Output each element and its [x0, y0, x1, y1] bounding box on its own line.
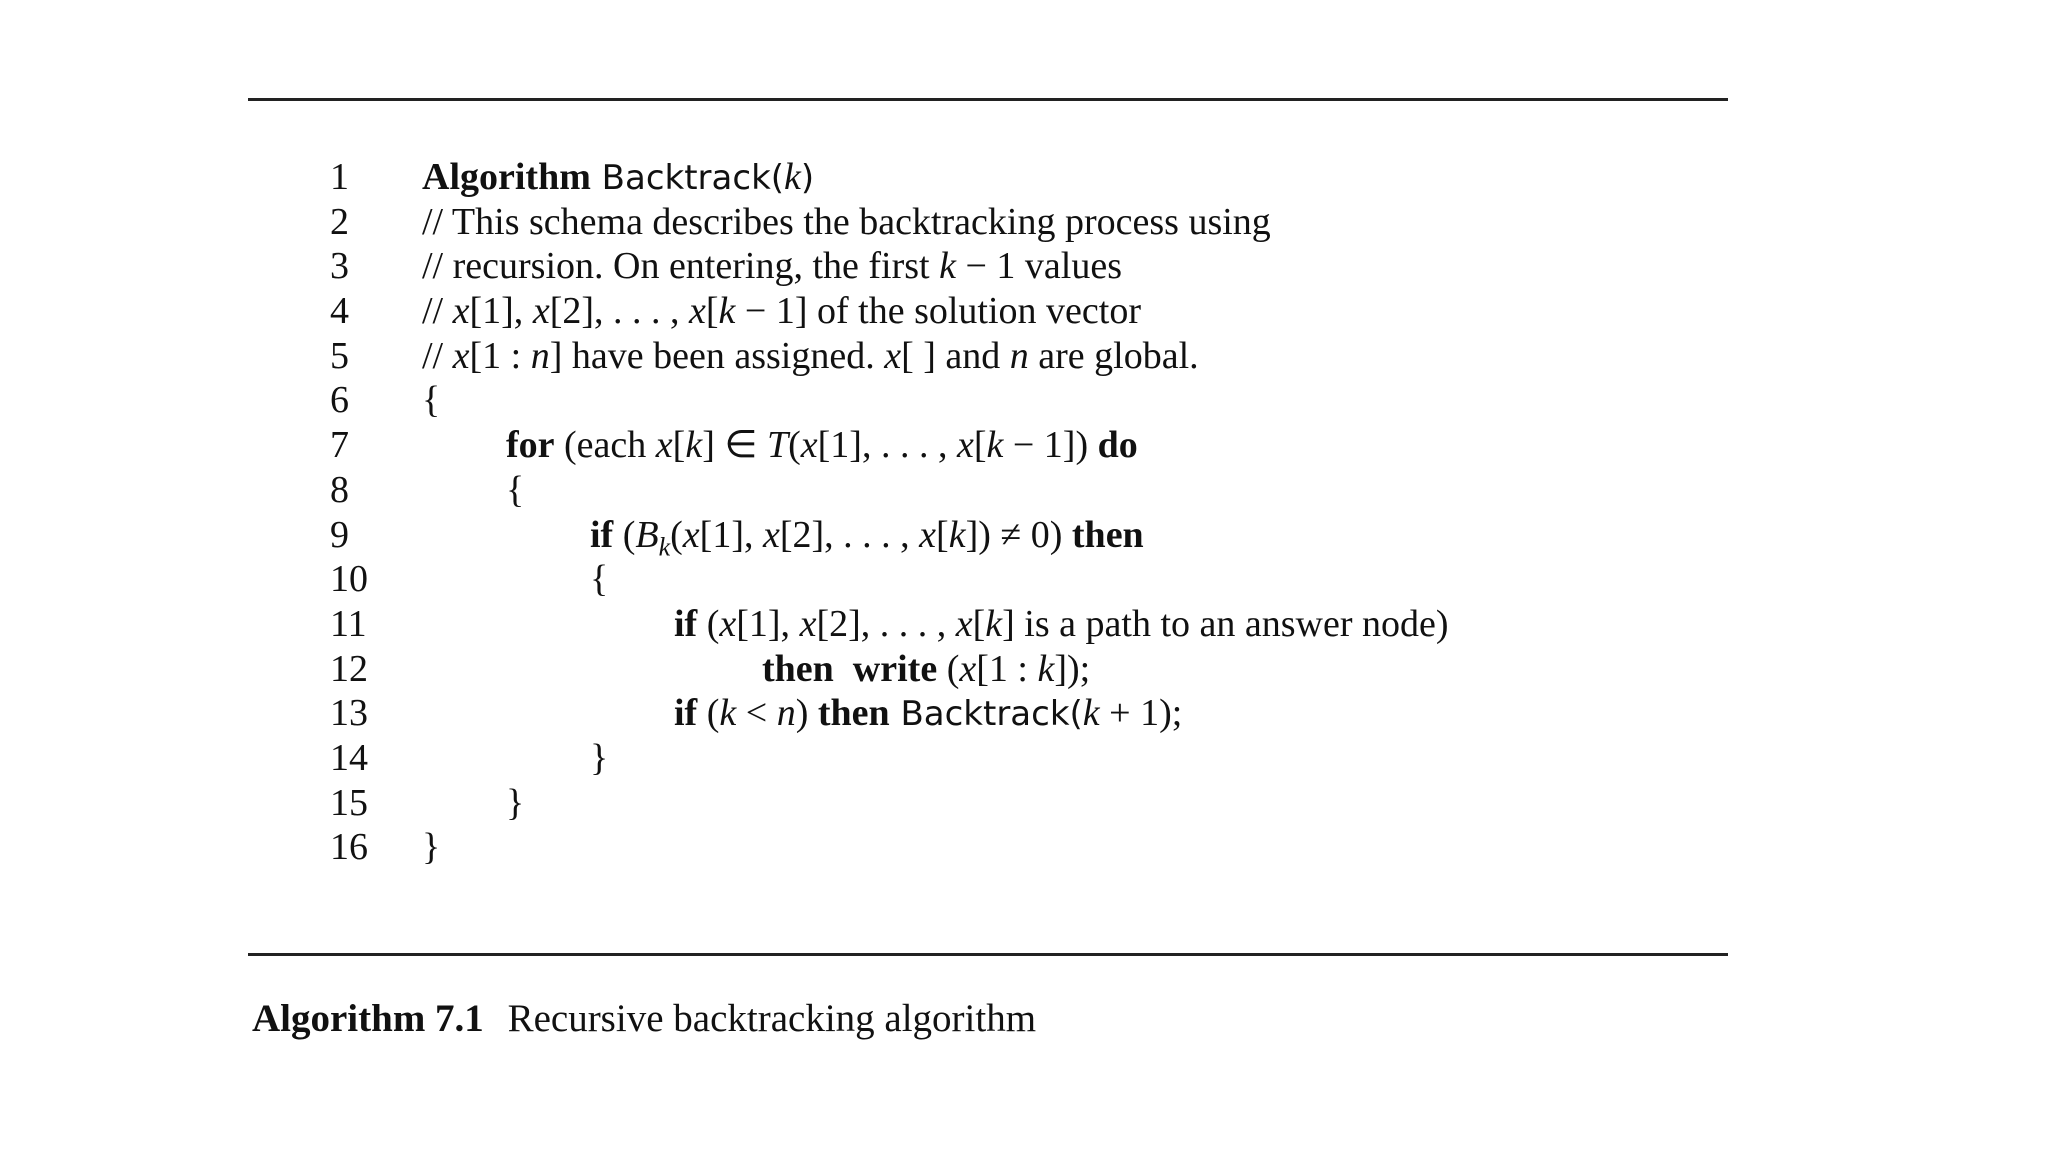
code-token: //	[422, 290, 453, 333]
algorithm-listing	[330, 155, 1750, 870]
code-line	[330, 691, 1750, 736]
code-token: (each	[554, 424, 656, 467]
code-token: k	[1037, 647, 1055, 690]
code-token: do	[1097, 424, 1138, 467]
code-token: are global.	[1028, 334, 1199, 377]
line-code	[422, 781, 524, 826]
code-token: ]);	[1054, 647, 1091, 690]
code-token: x	[689, 290, 706, 333]
code-token: ] is a path to an answer node)	[1002, 602, 1449, 645]
code-token: − 1 values	[955, 245, 1122, 288]
code-token: x	[799, 602, 817, 645]
code-token: n	[530, 334, 550, 377]
code-line	[330, 736, 1750, 781]
code-token: − 1] of the solution vector	[735, 290, 1141, 333]
code-token: x	[655, 424, 673, 467]
code-line	[330, 557, 1750, 602]
line-code	[422, 736, 608, 781]
code-token: k	[985, 602, 1003, 645]
code-token: [2], . . . ,	[549, 290, 689, 333]
line-code	[422, 691, 1182, 737]
line-number: 11	[330, 602, 367, 645]
code-token: x	[532, 290, 550, 333]
line-code	[422, 289, 1141, 334]
code-token: x	[955, 602, 973, 645]
line-code	[422, 557, 608, 602]
code-token: [1],	[469, 290, 533, 333]
line-number: 15	[330, 781, 368, 824]
line-code	[422, 468, 524, 513]
code-token: ] have been assigned.	[549, 334, 885, 377]
code-token: Algorithm	[422, 156, 591, 198]
code-token: x	[719, 602, 737, 645]
caption-text: Recursive backtracking algorithm	[507, 997, 1037, 1040]
code-token: [	[672, 424, 686, 467]
line-number: 1	[330, 156, 349, 198]
line-number: 13	[330, 692, 368, 735]
code-token: x	[956, 424, 974, 467]
code-token: // recursion. On entering, the first	[422, 245, 940, 288]
line-code	[422, 155, 814, 201]
code-token: [	[972, 602, 986, 645]
code-token: B	[635, 513, 659, 556]
code-token: (	[670, 513, 683, 556]
line-code	[422, 602, 1449, 647]
line-number: 6	[330, 379, 349, 422]
code-token: [1], . . . ,	[817, 424, 957, 467]
code-token: [	[705, 290, 719, 333]
code-token: [1],	[736, 602, 800, 645]
algorithm-caption	[252, 996, 1036, 1041]
line-number: 5	[330, 334, 349, 377]
code-token: }	[422, 826, 441, 869]
caption-label: Algorithm 7.1	[252, 997, 484, 1040]
code-token: if	[674, 692, 698, 735]
line-number: 9	[330, 513, 349, 556]
code-token: k	[719, 692, 737, 735]
code-token: x	[919, 513, 937, 556]
line-code	[422, 825, 440, 870]
line-code	[422, 244, 1122, 289]
code-token: [2], . . . ,	[779, 513, 920, 556]
code-token: x	[959, 647, 977, 690]
code-token: {	[506, 468, 525, 511]
code-token: ] ∈	[702, 424, 767, 467]
code-token: k	[658, 532, 671, 562]
code-token: n	[776, 692, 796, 735]
code-token: (	[697, 602, 720, 645]
code-token: }	[590, 736, 609, 779]
code-token: + 1);	[1099, 692, 1183, 735]
code-token: [	[973, 424, 987, 467]
code-line	[330, 244, 1750, 289]
code-token: if	[674, 602, 698, 645]
code-token: x	[800, 424, 818, 467]
code-token: (	[697, 692, 720, 735]
code-token: k	[939, 245, 956, 288]
code-token: [	[936, 513, 949, 556]
code-line	[330, 334, 1750, 379]
code-token: [1],	[699, 513, 763, 556]
code-line	[330, 602, 1750, 647]
top-rule	[248, 98, 1728, 101]
code-token: x	[452, 334, 470, 377]
code-line	[330, 468, 1750, 513]
code-token: {	[590, 558, 609, 601]
line-number: 3	[330, 245, 349, 288]
code-token: then	[1071, 513, 1144, 556]
code-token: write	[852, 647, 938, 690]
code-token: (	[937, 647, 960, 690]
code-token: k	[685, 424, 703, 467]
code-token: then	[762, 647, 834, 690]
code-line	[330, 289, 1750, 334]
code-token: Backtrack(	[889, 694, 1083, 735]
code-token: for	[506, 424, 555, 467]
code-token: (	[788, 424, 801, 467]
code-token: )	[800, 158, 815, 198]
code-token	[834, 648, 853, 690]
code-token: {	[422, 379, 441, 422]
code-token: //	[422, 334, 453, 377]
code-line	[330, 647, 1750, 692]
line-code	[422, 200, 1271, 245]
code-token: x	[682, 513, 700, 556]
code-token: [1 :	[469, 334, 531, 377]
code-token: T	[766, 424, 789, 467]
code-token: ]) ≠ 0)	[965, 513, 1072, 556]
line-number: 4	[330, 290, 349, 333]
code-token: }	[506, 781, 525, 824]
code-token: then	[817, 692, 890, 735]
line-number: 16	[330, 826, 368, 869]
code-line	[330, 155, 1750, 200]
line-number: 2	[330, 200, 349, 243]
code-token: k	[1082, 692, 1100, 735]
code-line	[330, 200, 1750, 245]
line-code	[422, 423, 1138, 468]
line-number: 7	[330, 424, 349, 467]
bottom-rule	[248, 953, 1728, 956]
code-token: [ ] and	[901, 334, 1010, 377]
code-token: Backtrack(	[590, 158, 785, 198]
code-line	[330, 825, 1750, 870]
code-token: k	[784, 156, 801, 198]
line-code	[422, 334, 1199, 379]
line-number: 10	[330, 558, 368, 601]
code-token: )	[795, 692, 818, 735]
code-token: [2], . . . ,	[816, 602, 956, 645]
code-line	[330, 378, 1750, 423]
code-token: [1 :	[976, 647, 1038, 690]
code-token: (	[613, 513, 636, 556]
code-token: x	[762, 513, 780, 556]
code-token: n	[1009, 334, 1029, 377]
code-token: <	[736, 692, 777, 735]
code-line	[330, 513, 1750, 562]
code-token: k	[986, 424, 1004, 467]
line-number: 12	[330, 647, 368, 690]
line-number: 8	[330, 468, 349, 511]
code-token: // This schema describes the backtracking process using	[422, 200, 1271, 243]
code-token: k	[718, 290, 736, 333]
code-token: x	[452, 290, 470, 333]
code-token: k	[948, 513, 966, 556]
code-token: x	[884, 334, 902, 377]
code-token: − 1])	[1003, 424, 1098, 467]
code-line	[330, 423, 1750, 468]
code-token: if	[590, 513, 614, 556]
code-line	[330, 781, 1750, 826]
line-code	[422, 647, 1090, 692]
line-code	[422, 378, 440, 423]
line-number: 14	[330, 736, 368, 779]
